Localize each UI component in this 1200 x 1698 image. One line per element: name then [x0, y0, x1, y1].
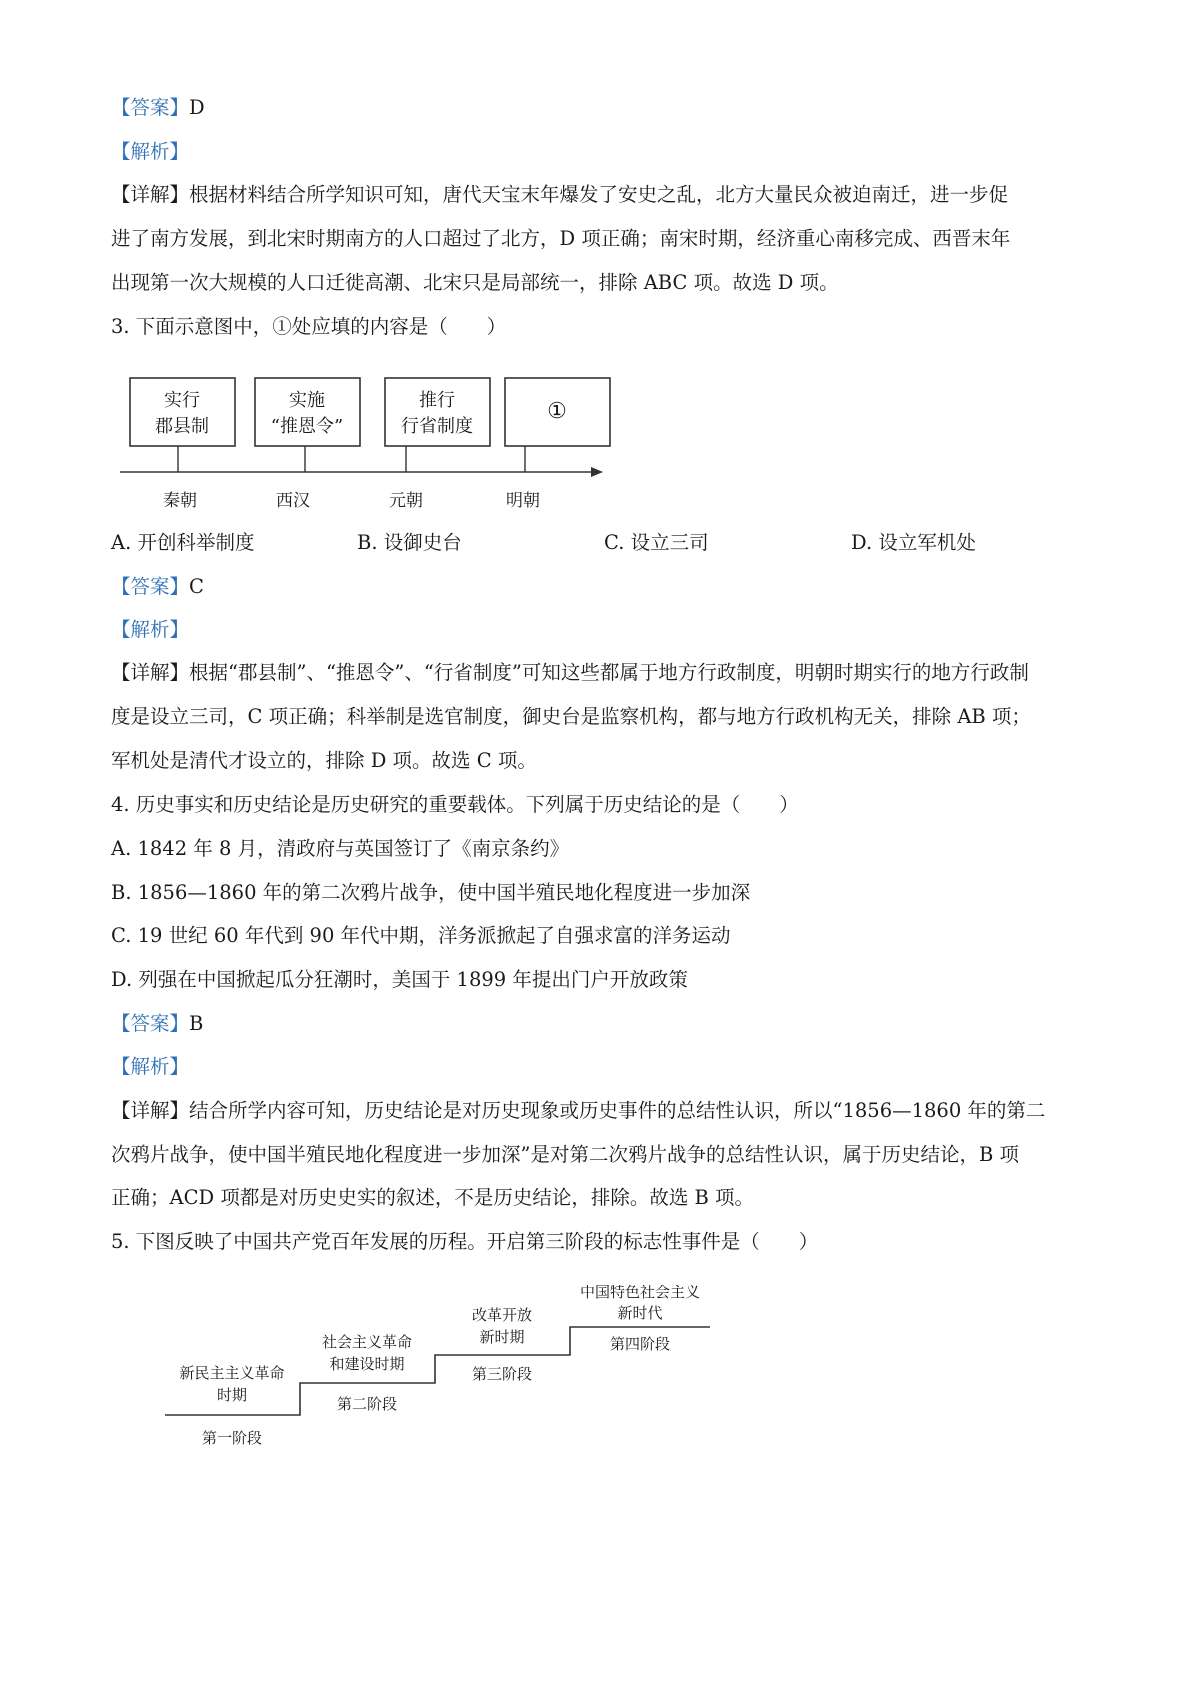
option-d: D. 设立军机处	[851, 531, 976, 554]
stage-label: 第一阶段	[201, 1429, 263, 1447]
timeline-box-line1: 实行	[164, 390, 200, 411]
detail-text: 结合所学内容可知，历史结论是对历史现象或历史事件的总结性认识，所以“1856—1860 年的第二	[189, 1099, 1046, 1122]
stage-period-line1: 新民主主义革命	[179, 1364, 285, 1382]
detail-line: 军机处是清代才设立的，排除 D 项。故选 C 项。	[111, 749, 537, 772]
stage-period-line1: 改革开放	[471, 1306, 533, 1324]
timeline-tick-label: 元朝	[389, 491, 423, 511]
answer-value: C	[189, 575, 204, 598]
answer-tag: 【答案】	[111, 96, 190, 119]
detail-line: 次鸦片战争，使中国半殖民地化程度进一步加深”是对第二次鸦片战争的总结性认识，属于历史结论，B 项	[111, 1143, 1019, 1166]
detail-tag: 【详解】	[111, 1099, 190, 1122]
timeline-box-line1: 推行	[419, 390, 455, 411]
option-b: B. 1856—1860 年的第二次鸦片战争，使中国半殖民地化程度进一步加深	[111, 881, 751, 904]
timeline-box	[505, 378, 610, 446]
detail-text: 根据“郡县制”、“推恩令”、“行省制度”可知这些都属于地方行政制度，明朝时期实行的地方行政制	[189, 661, 1029, 684]
detail-text: 根据材料结合所学知识可知，唐代天宝末年爆发了安史之乱，北方大量民众被迫南迁，进一步促	[189, 183, 1009, 206]
question-stem: 4. 历史事实和历史结论是历史研究的重要载体。下列属于历史结论的是（ ）	[111, 793, 799, 816]
question-stem: 3. 下面示意图中，①处应填的内容是（ ）	[111, 315, 507, 338]
stage-4	[580, 1285, 700, 1353]
timeline-box-line1: 实施	[289, 390, 325, 411]
answer-tag: 【答案】	[111, 1012, 190, 1035]
q5-stage-diagram	[160, 1285, 720, 1475]
stage-period-line1: 社会主义革命	[321, 1333, 413, 1351]
timeline-tick-label: 秦朝	[163, 491, 197, 511]
option-d: D. 列强在中国掀起瓜分狂潮时，美国于 1899 年提出门户开放政策	[111, 968, 688, 991]
detail-line: 度是设立三司，C 项正确；科举制是选官制度，御史台是监察机构，都与地方行政机构无关，排除 AB 项；	[111, 705, 1031, 728]
stage-period-line2: 和建设时期	[329, 1355, 405, 1373]
timeline-box	[130, 378, 235, 446]
answer-line	[111, 572, 1110, 602]
timeline-box-line2: “推恩令”	[270, 416, 344, 437]
detail-line	[111, 180, 1110, 210]
detail-line	[111, 658, 1110, 688]
timeline-arrow	[591, 467, 603, 477]
timeline-box	[385, 378, 490, 446]
answer-value: D	[189, 96, 205, 119]
option-c: C. 设立三司	[604, 531, 709, 554]
timeline-box-line2: 郡县制	[155, 416, 209, 437]
timeline-tick-label: 明朝	[506, 491, 540, 511]
answer-line	[111, 93, 1110, 123]
stage-period-line1: 中国特色社会主义	[579, 1285, 701, 1301]
option-a: A. 开创科举制度	[111, 531, 255, 554]
detail-tag: 【详解】	[111, 661, 190, 684]
stage-label: 第三阶段	[471, 1365, 533, 1383]
detail-line: 出现第一次大规模的人口迁徙高潮、北宋只是局部统一，排除 ABC 项。故选 D 项。	[111, 271, 839, 294]
detail-tag: 【详解】	[111, 183, 190, 206]
detail-line: 进了南方发展，到北宋时期南方的人口超过了北方，D 项正确；南宋时期，经济重心南移完成、西晋末年	[111, 227, 1011, 250]
stage-period-line2: 新时期	[479, 1328, 525, 1346]
stage-label: 第四阶段	[609, 1335, 671, 1353]
question-stem: 5. 下图反映了中国共产党百年发展的历程。开启第三阶段的标志性事件是（ ）	[111, 1230, 819, 1253]
timeline-box-line1: ①	[547, 399, 567, 424]
option-b: B. 设御史台	[357, 531, 462, 554]
detail-line	[111, 1096, 1110, 1126]
stage-period-line2: 时期	[216, 1386, 248, 1404]
stage-3	[472, 1306, 532, 1383]
analysis-tag: 【解析】	[111, 1055, 190, 1078]
timeline-tick-label: 西汉	[276, 491, 310, 511]
stage-period-line2: 新时代	[617, 1304, 663, 1322]
analysis-tag: 【解析】	[111, 140, 190, 163]
q3-timeline-diagram	[105, 370, 665, 530]
option-a: A. 1842 年 8 月，清政府与英国签订了《南京条约》	[111, 837, 570, 860]
analysis-tag: 【解析】	[111, 618, 190, 641]
answer-tag: 【答案】	[111, 575, 190, 598]
timeline-box	[255, 378, 360, 446]
timeline-box-line2: 行省制度	[401, 416, 473, 437]
detail-line: 正确；ACD 项都是对历史史实的叙述，不是历史结论，排除。故选 B 项。	[111, 1186, 755, 1209]
stage-2	[322, 1333, 412, 1413]
answer-line	[111, 1009, 1110, 1039]
option-c: C. 19 世纪 60 年代到 90 年代中期，洋务派掀起了自强求富的洋务运动	[111, 924, 731, 947]
stage-label: 第二阶段	[336, 1395, 398, 1413]
answer-value: B	[189, 1012, 204, 1035]
stage-1	[179, 1364, 284, 1447]
